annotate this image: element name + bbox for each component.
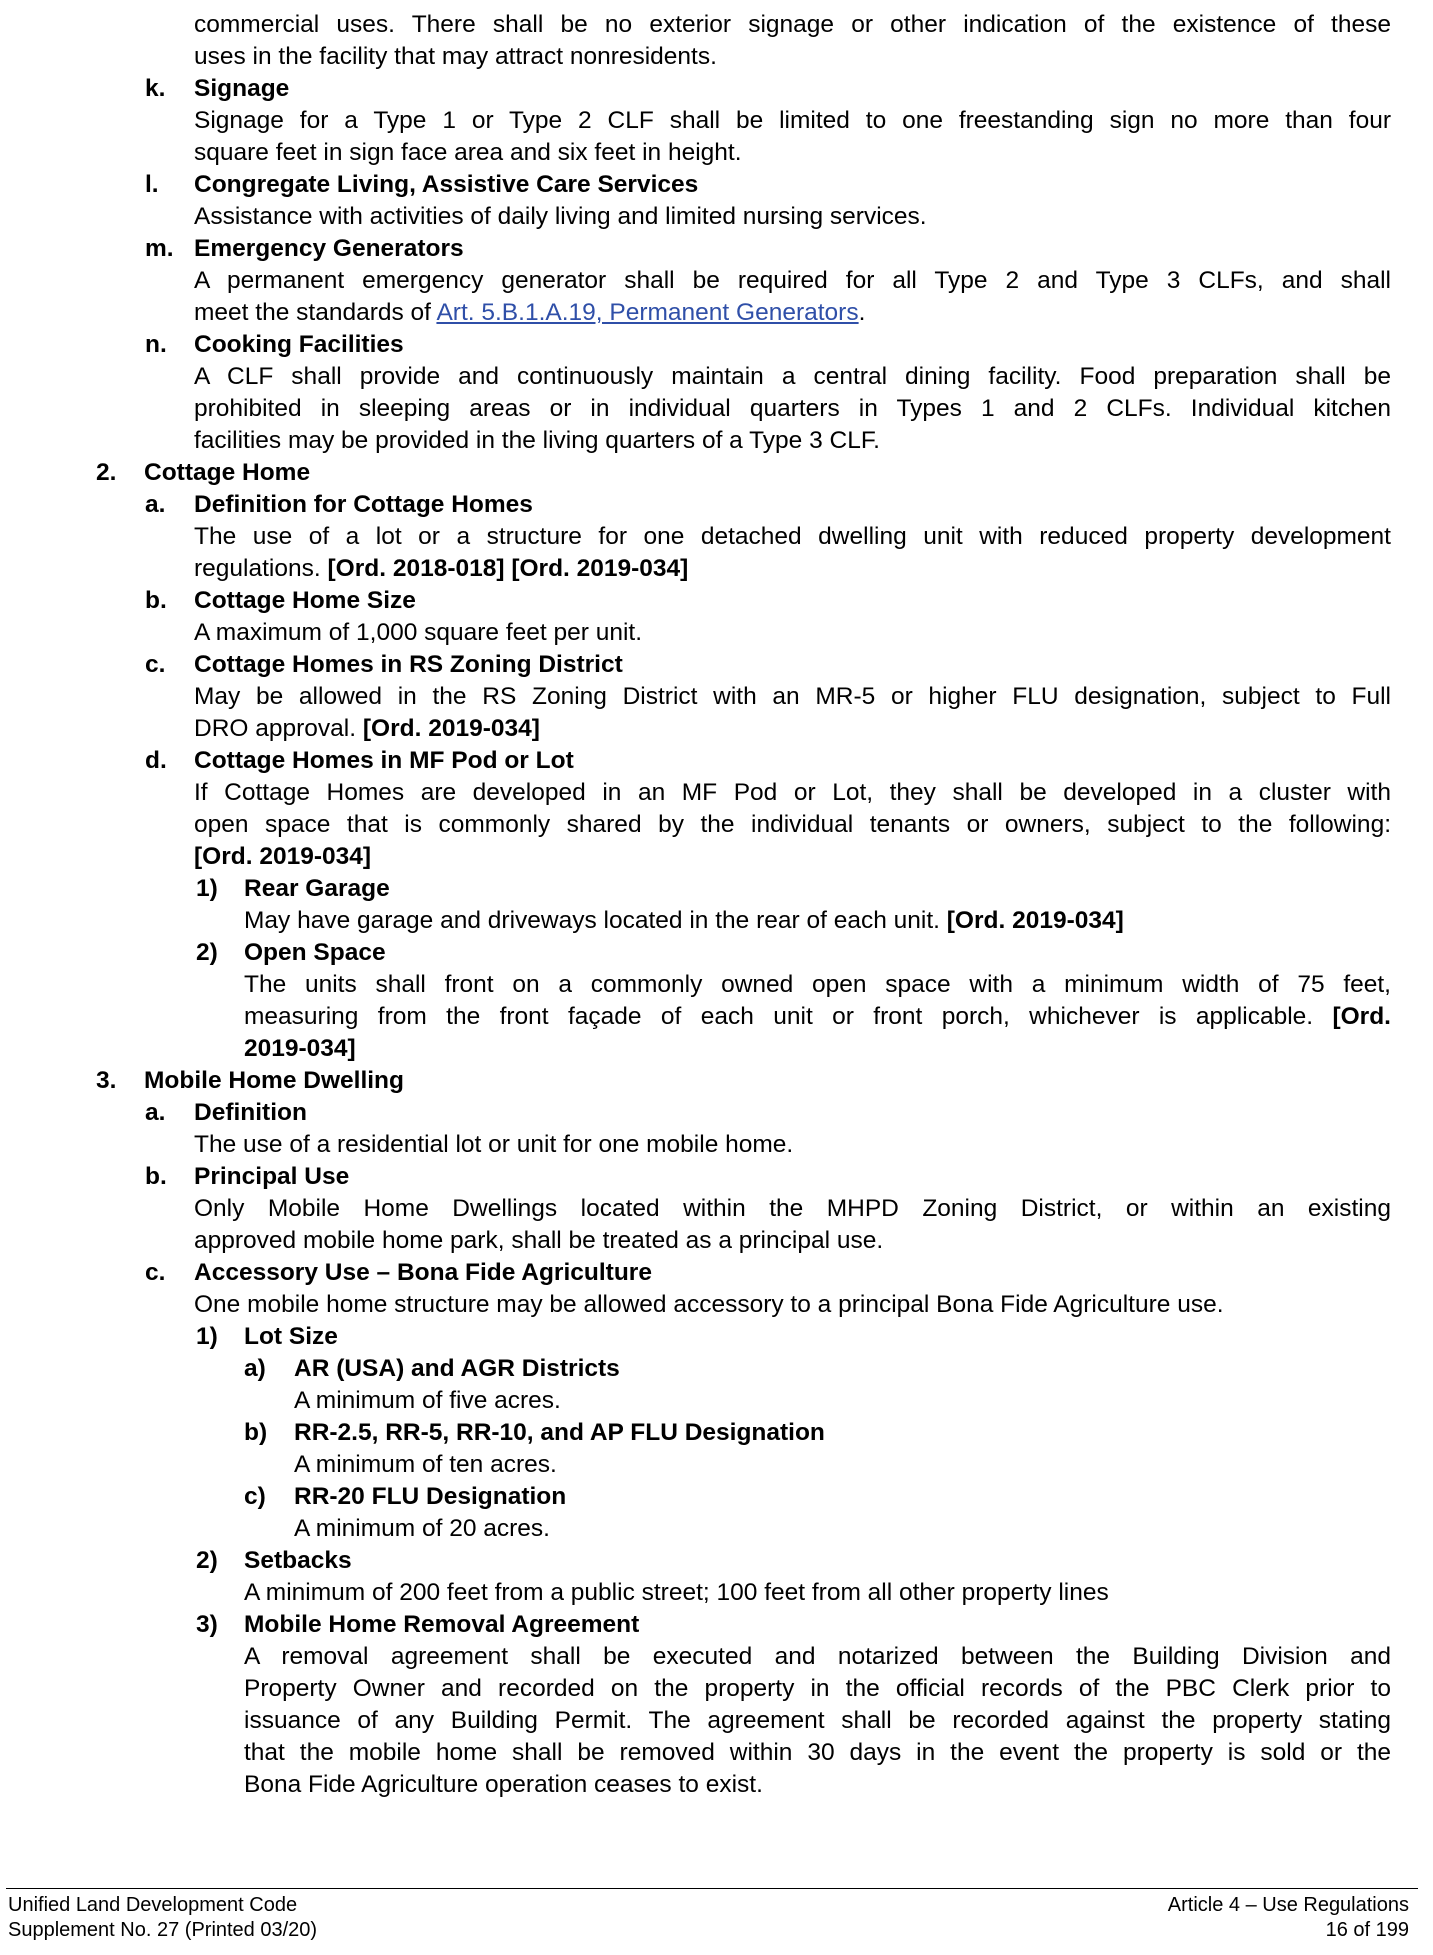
section-heading: Cooking Facilities: [194, 331, 404, 358]
list-marker: 1): [196, 875, 218, 902]
section-heading: Mobile Home Dwelling: [144, 1067, 404, 1094]
body-text: uses in the facility that may attract nonresidents.: [194, 43, 717, 70]
section-heading: AR (USA) and AGR Districts: [294, 1355, 620, 1382]
body-text: Property Owner and recorded on the property in the official records of the PBC Clerk prior to: [244, 1675, 1391, 1702]
section-heading: Rear Garage: [244, 875, 390, 902]
footer-supplement: Supplement No. 27 (Printed 03/20): [8, 1919, 318, 1941]
section-2b-heading: [0, 585, 1433, 617]
section-m-heading: [0, 233, 1433, 265]
body-text: A removal agreement shall be executed and notarized between the Building Division and: [244, 1643, 1391, 1670]
list-marker: 3): [196, 1611, 218, 1638]
ordinance-ref: 2019-034]: [244, 1035, 356, 1062]
body-text: Bona Fide Agriculture operation ceases to exist.: [244, 1771, 763, 1798]
body-text: A CLF shall provide and continuously maintain a central dining facility. Food preparation shall be: [194, 363, 1391, 390]
footer-article: Article 4 – Use Regulations: [1167, 1894, 1409, 1916]
body-text: If Cottage Homes are developed in an MF Pod or Lot, they shall be developed in a cluster with: [194, 779, 1391, 806]
section-3b-heading: [0, 1161, 1433, 1193]
list-marker: 1): [196, 1323, 218, 1350]
section-3c-heading: [0, 1257, 1433, 1289]
section-2d-heading: [0, 745, 1433, 777]
ordinance-ref: [Ord.: [1332, 1003, 1391, 1030]
section-heading: Accessory Use – Bona Fide Agriculture: [194, 1259, 652, 1286]
section-l-heading: [0, 169, 1433, 201]
section-heading: Signage: [194, 75, 290, 102]
section-heading: Setbacks: [244, 1547, 352, 1574]
body-text: square feet in sign face area and six feet in height.: [194, 139, 742, 166]
section-2-heading: [0, 457, 1433, 489]
section-2a-heading: [0, 489, 1433, 521]
section-n-heading: [0, 329, 1433, 361]
list-marker: a.: [145, 1099, 166, 1126]
body-text: A minimum of five acres.: [294, 1387, 561, 1414]
section-3a-heading: [0, 1097, 1433, 1129]
list-marker: d.: [145, 747, 167, 774]
body-text: DRO approval. [Ord. 2019-034]: [194, 715, 540, 742]
body-text: open space that is commonly shared by the individual tenants or owners, subject to the following:: [194, 811, 1391, 838]
list-marker: 2): [196, 939, 218, 966]
ordinance-ref: [Ord. 2018-018] [Ord. 2019-034]: [327, 555, 689, 582]
list-marker: b.: [145, 587, 167, 614]
section-3-heading: [0, 1065, 1433, 1097]
list-marker: c.: [145, 1259, 166, 1286]
list-marker: n.: [145, 331, 167, 358]
section-2c-heading: [0, 649, 1433, 681]
body-text: A minimum of 200 feet from a public street; 100 feet from all other property lines: [244, 1579, 1109, 1606]
footer-divider: [6, 1888, 1418, 1889]
section-heading: Mobile Home Removal Agreement: [244, 1611, 640, 1638]
section-heading: Cottage Home Size: [194, 587, 416, 614]
footer-document-title: Unified Land Development Code: [8, 1894, 298, 1916]
body-text: May have garage and driveways located in the rear of each unit. [Ord. 2019-034]: [244, 907, 1124, 934]
body-text: that the mobile home shall be removed within 30 days in the event the property is sold or the: [244, 1739, 1391, 1766]
list-marker: k.: [145, 75, 166, 102]
body-text: Only Mobile Home Dwellings located within the MHPD Zoning District, or within an existing: [194, 1195, 1391, 1222]
ordinance-ref: [Ord. 2019-034]: [362, 715, 540, 742]
body-text: Assistance with activities of daily living and limited nursing services.: [194, 203, 927, 230]
body-text: A permanent emergency generator shall be required for all Type 2 and Type 3 CLFs, and shall: [194, 267, 1391, 294]
section-3c1a-heading: [0, 1353, 1433, 1385]
ordinance-ref: [Ord. 2019-034]: [194, 843, 372, 870]
body-text: facilities may be provided in the living quarters of a Type 3 CLF.: [194, 427, 880, 454]
list-marker: b): [244, 1419, 268, 1446]
section-heading: Emergency Generators: [194, 235, 464, 262]
list-marker: l.: [145, 171, 159, 198]
body-text: May be allowed in the RS Zoning District with an MR-5 or higher FLU designation, subject to Full: [194, 683, 1391, 710]
body-text: Signage for a Type 1 or Type 2 CLF shall be limited to one freestanding sign no more than four: [194, 107, 1391, 134]
body-text: One mobile home structure may be allowed accessory to a principal Bona Fide Agriculture use.: [194, 1291, 1224, 1318]
body-text: approved mobile home park, shall be treated as a principal use.: [194, 1227, 884, 1254]
list-marker: a.: [145, 491, 166, 518]
section-heading: Cottage Homes in RS Zoning District: [194, 651, 623, 678]
section-heading: Cottage Home: [144, 459, 311, 486]
body-text: The use of a residential lot or unit for one mobile home.: [194, 1131, 794, 1158]
list-marker: b.: [145, 1163, 167, 1190]
section-3c1-heading: [0, 1321, 1433, 1353]
section-heading: Principal Use: [194, 1163, 350, 1190]
body-text: prohibited in sleeping areas or in individual quarters in Types 1 and 2 CLFs. Individual kitchen: [194, 395, 1391, 422]
list-marker: m.: [145, 235, 174, 262]
list-marker: c.: [145, 651, 166, 678]
section-k-heading: [0, 73, 1433, 105]
body-text: The units shall front on a commonly owned open space with a minimum width of 75 feet,: [244, 971, 1391, 998]
body-text: regulations. [Ord. 2018-018] [Ord. 2019-034]: [194, 555, 689, 582]
section-3c1b-heading: [0, 1417, 1433, 1449]
body-text: A minimum of ten acres.: [294, 1451, 557, 1478]
list-marker: c): [244, 1483, 266, 1510]
body-text: measuring from the front façade of each unit or front porch, whichever is applicable. [Ord.: [244, 1003, 1391, 1030]
body-text: meet the standards of Art. 5.B.1.A.19, Permanent Generators.: [194, 299, 866, 326]
permanent-generators-link[interactable]: Art. 5.B.1.A.19, Permanent Generators: [436, 299, 859, 326]
section-2d2-heading: [0, 937, 1433, 969]
body-text: A minimum of 20 acres.: [294, 1515, 550, 1542]
section-2d1-heading: [0, 873, 1433, 905]
section-3c1c-heading: [0, 1481, 1433, 1513]
list-marker: 3.: [96, 1067, 117, 1094]
section-3c3-heading: [0, 1609, 1433, 1641]
section-heading: Congregate Living, Assistive Care Services: [194, 171, 699, 198]
body-text: issuance of any Building Permit. The agreement shall be recorded against the property stating: [244, 1707, 1391, 1734]
section-heading: Lot Size: [244, 1323, 338, 1350]
ordinance-ref: [Ord. 2019-034]: [946, 907, 1124, 934]
list-marker: 2): [196, 1547, 218, 1574]
body-text: The use of a lot or a structure for one detached dwelling unit with reduced property development: [194, 523, 1391, 550]
document-body: [0, 9, 1433, 1801]
body-text: A maximum of 1,000 square feet per unit.: [194, 619, 643, 646]
body-text: commercial uses. There shall be no exterior signage or other indication of the existence of these: [194, 11, 1391, 38]
section-heading: Cottage Homes in MF Pod or Lot: [194, 747, 574, 774]
section-heading: Definition: [194, 1099, 307, 1126]
list-marker: a): [244, 1355, 266, 1382]
footer-page-number: 16 of 199: [1325, 1919, 1409, 1941]
section-heading: Definition for Cottage Homes: [194, 491, 533, 518]
list-marker: 2.: [96, 459, 117, 486]
section-heading: RR-2.5, RR-5, RR-10, and AP FLU Designation: [294, 1419, 825, 1446]
section-3c2-heading: [0, 1545, 1433, 1577]
section-heading: Open Space: [244, 939, 386, 966]
section-heading: RR-20 FLU Designation: [294, 1483, 567, 1510]
